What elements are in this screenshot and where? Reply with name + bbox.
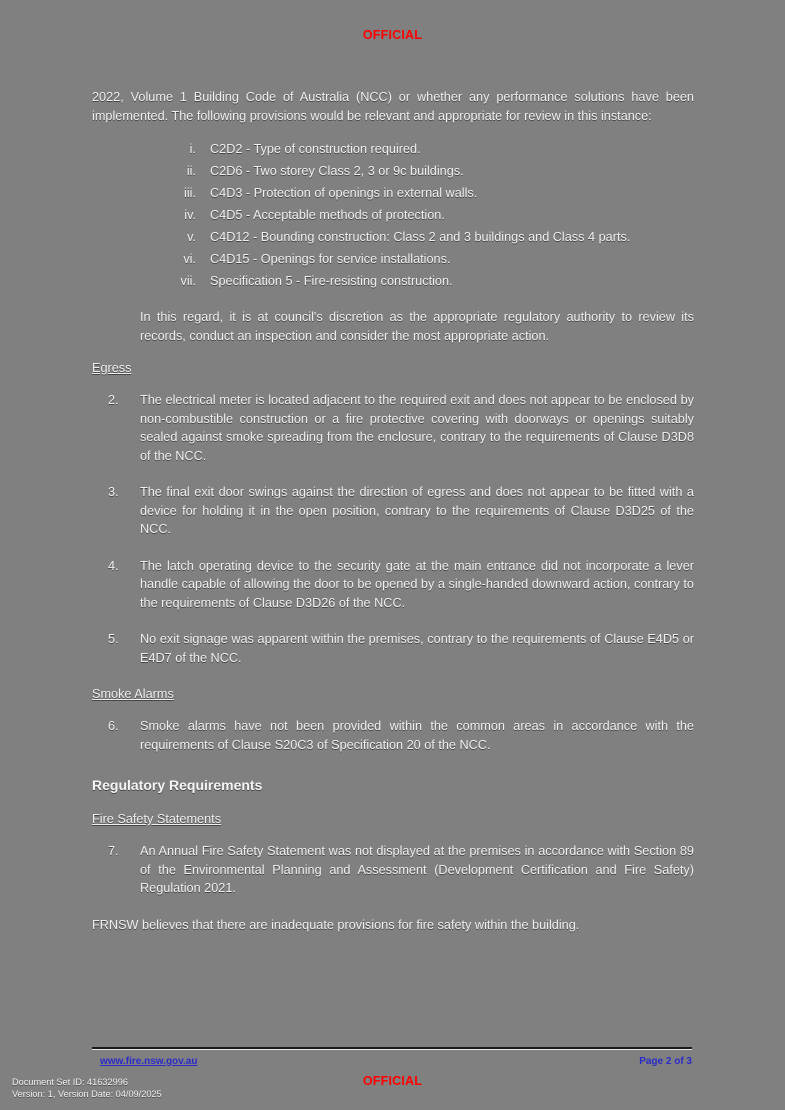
list-item-text: C2D6 - Two storey Class 2, 3 or 9c buildings. (210, 164, 464, 178)
heading-regulatory-requirements: Regulatory Requirements (92, 777, 263, 793)
heading-smoke-alarms: Smoke Alarms (92, 687, 174, 701)
official-marker-top: OFFICIAL (362, 28, 423, 42)
list-item-text: The latch operating device to the security gate at the main entrance did not incorporate a lever handle capable of allowing the door to be opened by a single-handed downward action, contrary to the requirements of Clause D3D26 of the NCC. (140, 558, 694, 610)
footer-divider (92, 1047, 692, 1050)
list-item-text: Smoke alarms have not been provided within the common areas in accordance with the requirements of Clause S20C3 of Specification 20 of the NCC. (140, 719, 694, 752)
list-item (92, 391, 694, 465)
heading-fire-safety-statements: Fire Safety Statements (92, 812, 222, 826)
list-item (92, 557, 694, 613)
list-item-number: 6. (108, 719, 119, 733)
list-item-text: C4D3 - Protection of openings in external walls. (210, 186, 478, 200)
document-version: Version: 1, Version Date: 04/09/2025 (12, 1088, 162, 1099)
document-body (92, 88, 694, 948)
list-item (92, 227, 694, 248)
list-item-text: The final exit door swings against the direction of egress and does not appear to be fitted with a device for holding it in the open position, contrary to the requirements of Clause D3D25 of the NCC. (140, 485, 694, 536)
list-item-numeral: iv. (184, 208, 196, 222)
list-item (92, 483, 694, 539)
list-item (92, 161, 694, 182)
list-item (92, 717, 694, 754)
list-item-numeral: i. (189, 142, 196, 156)
page-number: Page 2 of 3 (639, 1056, 692, 1067)
closing-paragraph: FRNSW believes that there are inadequate provisions for fire safety within the building. (92, 917, 580, 932)
list-item-text: An Annual Fire Safety Statement was not displayed at the premises in accordance with Section 89 of the Environmental Planning and Assessment (Development Certification and Fire Safety) Regulation 2021. (140, 844, 694, 895)
list-item-text: C4D15 - Openings for service installations. (210, 252, 451, 266)
footer-website-link[interactable]: www.fire.nsw.gov.au (100, 1056, 198, 1067)
opening-paragraph: 2022, Volume 1 Building Code of Australia (NCC) or whether any performance solutions have been implemented. The following provisions would be relevant and appropriate for review in this instance: (92, 90, 694, 123)
list-item-number: 3. (108, 485, 119, 499)
list-item-numeral: vii. (180, 274, 196, 288)
list-item (92, 249, 694, 270)
list-item-numeral: iii. (184, 186, 196, 200)
list-item (92, 205, 694, 226)
list-item-numeral: v. (187, 230, 196, 244)
list-item-number: 7. (108, 844, 119, 858)
list-item (92, 271, 694, 292)
list-item-text: Specification 5 - Fire-resisting construction. (210, 274, 453, 288)
smoke-alarm-items-list (92, 717, 694, 754)
document-set-id: Document Set ID: 41632996 (12, 1077, 128, 1087)
list-item-number: 5. (108, 632, 119, 646)
fire-safety-items-list (92, 842, 694, 898)
list-item (92, 183, 694, 204)
list-item-text: C2D2 - Type of construction required. (210, 142, 421, 156)
official-marker-bottom: OFFICIAL (362, 1074, 423, 1088)
discretion-paragraph: In this regard, it is at council's discretion as the appropriate regulatory authority to review its records, conduct an inspection and consider the most appropriate action. (140, 310, 694, 343)
list-item-number: 2. (108, 393, 119, 407)
list-item-text: The electrical meter is located adjacent to the required exit and does not appear to be enclosed by non-combustible construction or a fire protective covering with doorways or openings suitably sealed against smoke spreading from the enclosure, contrary to the requirements of Clause D3D8 of the NCC. (140, 393, 694, 463)
list-item-text: No exit signage was apparent within the premises, contrary to the requirements of Clause E4D5 or E4D7 of the NCC. (140, 632, 694, 665)
list-item-text: C4D12 - Bounding construction: Class 2 and 3 buildings and Class 4 parts. (210, 230, 631, 244)
footer (92, 1056, 692, 1072)
list-item-numeral: vi. (183, 252, 196, 266)
list-item-text: C4D5 - Acceptable methods of protection. (210, 208, 445, 222)
heading-egress: Egress (92, 361, 132, 375)
list-item-number: 4. (108, 558, 119, 573)
provisions-list (92, 139, 694, 292)
list-item (92, 842, 694, 898)
list-item-numeral: ii. (186, 164, 196, 178)
list-item (92, 630, 694, 667)
egress-items-list (92, 391, 694, 667)
list-item (92, 139, 694, 160)
